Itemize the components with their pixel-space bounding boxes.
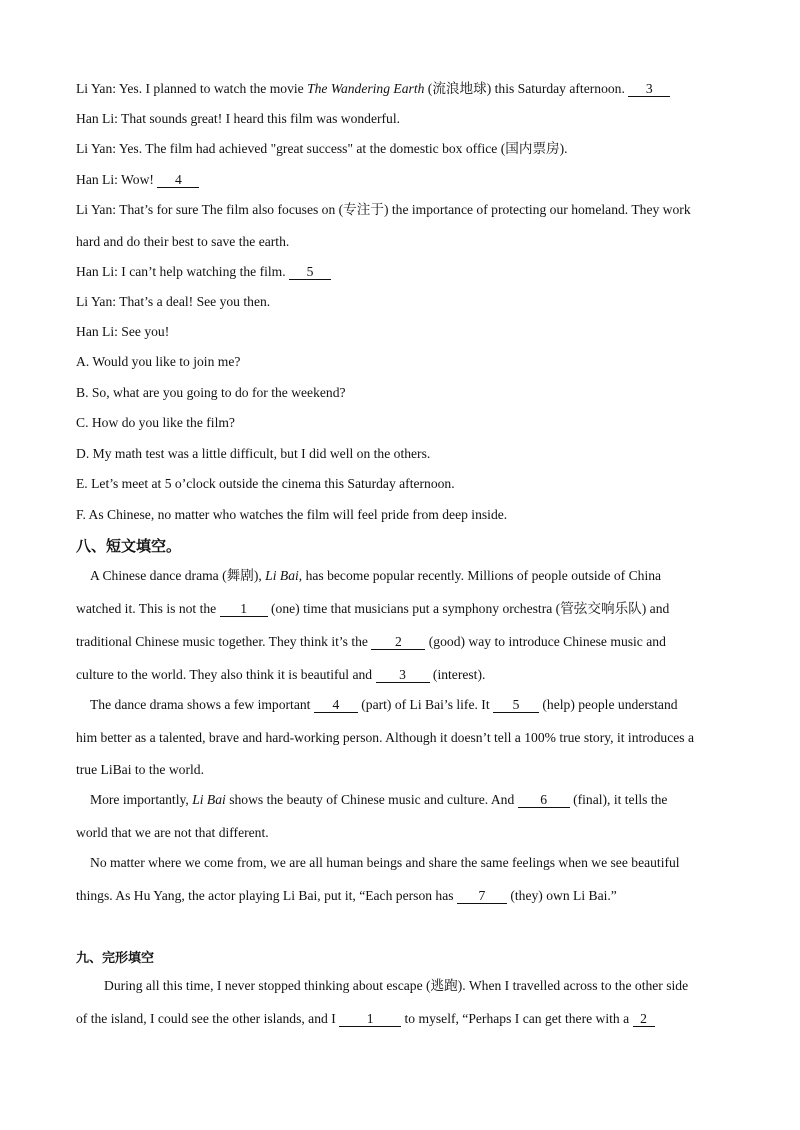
blank-5[interactable]: 5	[289, 264, 331, 280]
blank-1[interactable]: 1	[220, 601, 268, 617]
passage-text: (one) time that musicians put a symphony orchestra (管弦交响乐队) and	[271, 601, 670, 616]
dialogue-text: Li Yan: Yes. I planned to watch the movie	[76, 81, 308, 96]
dialogue-text: Han Li: Wow!	[76, 172, 158, 187]
passage-line: No matter where we come from, we are all human beings and share the same feelings when we see beautiful	[90, 855, 680, 870]
passage-text: to myself, “Perhaps I can get there with a	[404, 1011, 633, 1026]
passage-text: (help) people understand	[542, 697, 678, 712]
section-9-heading: 九、完形填空	[76, 951, 155, 966]
dialogue-line-5: Li Yan: That’s for sure The film also focuses on (专注于) the importance of protecting our homeland. They work	[76, 202, 691, 217]
option-f: F. As Chinese, no matter who watches the film will feel pride from deep inside.	[76, 507, 508, 522]
dialogue-line-9: Han Li: See you!	[76, 324, 170, 339]
passage-text: A Chinese dance drama (舞剧),	[90, 568, 266, 583]
passage-line	[90, 696, 678, 714]
blank-3[interactable]: 3	[376, 667, 430, 683]
blank-4[interactable]: 4	[157, 172, 199, 188]
blank-7[interactable]: 7	[457, 888, 507, 904]
passage-text: (interest).	[432, 667, 486, 682]
passage-line	[76, 666, 485, 684]
dialogue-line-6: hard and do their best to save the earth.	[76, 234, 290, 249]
dialogue-line-4	[76, 171, 199, 189]
dialogue-line-2: Han Li: That sounds great! I heard this film was wonderful.	[76, 111, 401, 126]
passage-line: world that we are not that different.	[76, 825, 269, 840]
blank-4[interactable]: 4	[314, 697, 358, 713]
passage-line	[76, 600, 669, 618]
dialogue-line-8: Li Yan: That’s a deal! See you then.	[76, 294, 271, 309]
passage-line	[76, 887, 617, 905]
dialogue-line-3: Li Yan: Yes. The film had achieved "great success" at the domestic box office (国内票房).	[76, 141, 568, 156]
passage-text: The dance drama shows a few important	[90, 697, 314, 712]
blank-1[interactable]: 1	[339, 1011, 401, 1027]
blank-3[interactable]: 3	[628, 81, 670, 97]
drama-title: Li Bai	[265, 568, 299, 583]
option-d: D. My math test was a little difficult, but I did well on the others.	[76, 446, 431, 461]
dialogue-line-7	[76, 263, 331, 281]
passage-line: him better as a talented, brave and hard-working person. Although it doesn’t tell a 100% true story, it introduces a	[76, 730, 694, 745]
option-e: E. Let’s meet at 5 o’clock outside the cinema this Saturday afternoon.	[76, 476, 455, 491]
passage-text: watched it. This is not the	[76, 601, 220, 616]
option-b: B. So, what are you going to do for the weekend?	[76, 385, 346, 400]
option-a: A. Would you like to join me?	[76, 354, 241, 369]
passage-text: culture to the world. They also think it is beautiful and	[76, 667, 376, 682]
dialogue-text: Han Li: I can’t help watching the film.	[76, 264, 290, 279]
passage-text: things. As Hu Yang, the actor playing Li Bai, put it, “Each person has	[76, 888, 457, 903]
passage-text: shows the beauty of Chinese music and culture. And	[229, 792, 518, 807]
passage-text: traditional Chinese music together. They think it’s the	[76, 634, 372, 649]
passage-text: , has become popular recently. Millions of people outside of China	[298, 568, 662, 583]
passage-line	[90, 791, 667, 809]
blank-6[interactable]: 6	[518, 792, 570, 808]
passage-line: true LiBai to the world.	[76, 762, 204, 777]
dialogue-text: (流浪地球) this Saturday afternoon.	[424, 81, 625, 96]
passage-line	[90, 567, 661, 585]
passage-line: During all this time, I never stopped thinking about escape (逃跑). When I travelled across to the other side	[104, 978, 689, 993]
blank-2[interactable]: 2	[371, 634, 425, 650]
passage-text: of the island, I could see the other islands, and I	[76, 1011, 340, 1026]
passage-text: (they) own Li Bai.”	[510, 888, 617, 903]
passage-text: (final), it tells the	[573, 792, 668, 807]
passage-text: (good) way to introduce Chinese music and	[428, 634, 666, 649]
movie-title: The Wandering Earth	[307, 81, 425, 96]
dialogue-line-1	[76, 80, 670, 98]
passage-text: (part) of Li Bai’s life. It	[361, 697, 493, 712]
passage-line	[76, 1010, 655, 1028]
section-8-heading: 八、短文填空。	[76, 537, 182, 555]
passage-line	[76, 633, 666, 651]
blank-5[interactable]: 5	[493, 697, 539, 713]
drama-title: Li Bai	[192, 792, 226, 807]
passage-text: More importantly,	[90, 792, 193, 807]
option-c: C. How do you like the film?	[76, 415, 235, 430]
blank-2[interactable]: 2	[633, 1011, 655, 1027]
